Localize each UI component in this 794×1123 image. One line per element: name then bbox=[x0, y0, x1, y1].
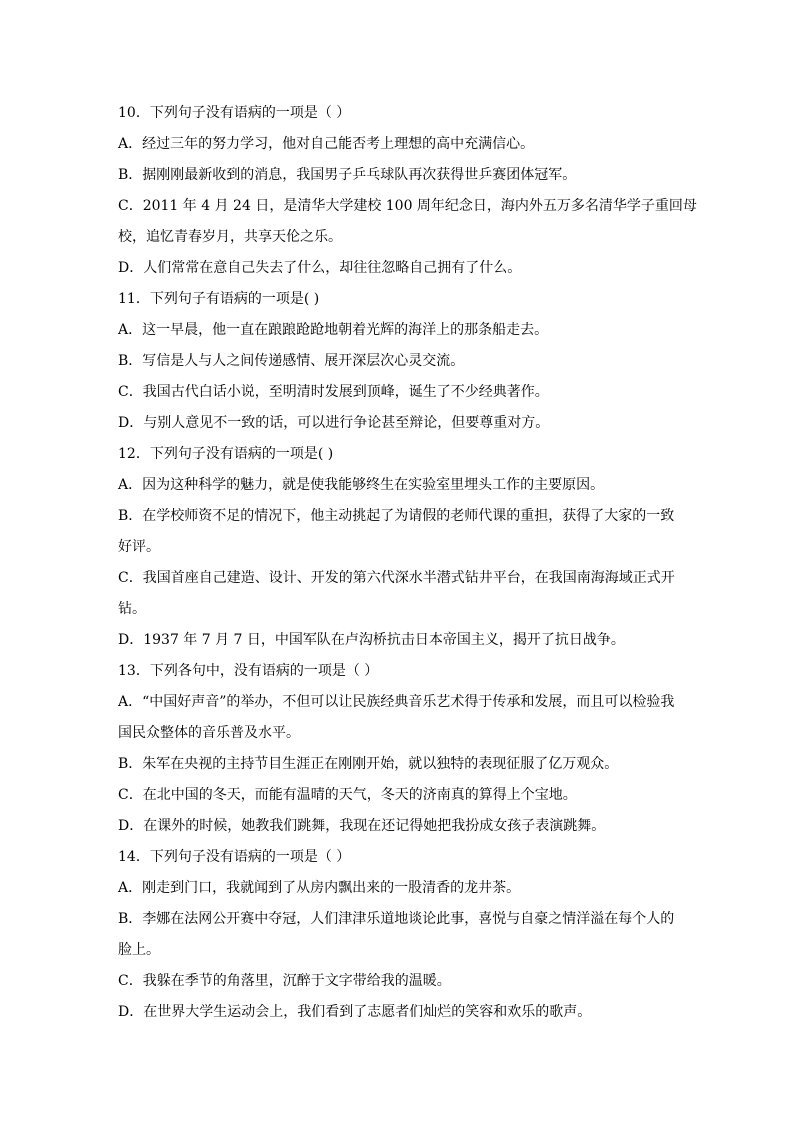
option-b-continued: 脸上。 bbox=[118, 942, 160, 958]
question-stem: 14．下列句子没有语病的一项是（ ） bbox=[118, 849, 351, 865]
option-c: C．我躲在季节的角落里，沉醉于文字带给我的温暖。 bbox=[118, 973, 451, 989]
option-b: B．朱军在央视的主持节目生涯正在刚刚开始，就以独特的表现征服了亿万观众。 bbox=[118, 756, 619, 772]
question-12 bbox=[118, 439, 680, 656]
document-page bbox=[118, 98, 697, 1028]
option-a: A．这一早晨，他一直在踉踉跄跄地朝着光辉的海洋上的那条船走去。 bbox=[118, 322, 549, 338]
option-d: D．与别人意见不一致的话，可以进行争论甚至辩论，但要尊重对方。 bbox=[118, 415, 550, 431]
option-a: A．“中国好声音”的举办，不但可以让民族经典音乐艺术得于传承和发展，而且可以检验我 bbox=[118, 694, 675, 710]
option-c: C．在北中国的冬天，而能有温晴的天气，冬天的济南真的算得上个宝地。 bbox=[118, 787, 577, 803]
question-stem: 10．下列句子没有语病的一项是（ ） bbox=[118, 105, 351, 121]
question-stem: 13．下列各句中，没有语病的一项是（ ） bbox=[118, 663, 379, 679]
option-c-continued: 钻。 bbox=[118, 601, 146, 617]
option-a-continued: 国民众整体的音乐普及水平。 bbox=[118, 725, 300, 741]
option-c-continued: 校，追忆青春岁月，共享天伦之乐。 bbox=[118, 229, 342, 245]
question-11 bbox=[118, 284, 680, 439]
option-b: B．写信是人与人之间传递感情、展开深层次心灵交流。 bbox=[118, 353, 465, 369]
option-c: C．我国首座自己建造、设计、开发的第六代深水半潜式钻井平台，在我国南海海域正式开 bbox=[118, 570, 675, 586]
option-b-continued: 好评。 bbox=[118, 539, 160, 555]
question-13 bbox=[118, 656, 680, 842]
option-d: D．在课外的时候，她教我们跳舞，我现在还记得她把我扮成女孩子表演跳舞。 bbox=[118, 818, 606, 834]
option-a: A．因为这种科学的魅力，就是使我能够终生在实验室里埋头工作的主要原因。 bbox=[118, 477, 605, 493]
option-c: C．我国古代白话小说，至明清时发展到顶峰，诞生了不少经典著作。 bbox=[118, 384, 549, 400]
option-d: D．人们常常在意自己失去了什么，却往往忽略自己拥有了什么。 bbox=[118, 260, 522, 276]
option-b: B．李娜在法网公开赛中夺冠，人们津津乐道地谈论此事，喜悦与自豪之情洋溢在每个人的 bbox=[118, 911, 675, 927]
option-a: A．经过三年的努力学习，他对自己能否考上理想的高中充满信心。 bbox=[118, 136, 535, 152]
option-a: A．刚走到门口，我就闻到了从房内飘出来的一股清香的龙井茶。 bbox=[118, 880, 521, 896]
option-d: D．1937 年 7 月 7 日，中国军队在卢沟桥抗击日本帝国主义，揭开了抗日战争。 bbox=[118, 632, 625, 648]
option-d: D．在世界大学生运动会上，我们看到了志愿者们灿烂的笑容和欢乐的歌声。 bbox=[118, 1004, 592, 1020]
question-14 bbox=[118, 842, 680, 1028]
question-stem: 11．下列句子有语病的一项是( ) bbox=[118, 291, 320, 307]
option-b: B．在学校师资不足的情况下，他主动挑起了为请假的老师代课的重担，获得了大家的一致 bbox=[118, 508, 675, 524]
option-b: B．据刚刚最新收到的消息，我国男子乒乓球队再次获得世乒赛团体冠军。 bbox=[118, 167, 577, 183]
question-stem: 12．下列句子没有语病的一项是( ) bbox=[118, 446, 334, 462]
option-c: C．2011 年 4 月 24 日，是清华大学建校 100 周年纪念日，海内外五万多名清华学子重回母 bbox=[118, 198, 697, 214]
question-10 bbox=[118, 98, 697, 284]
